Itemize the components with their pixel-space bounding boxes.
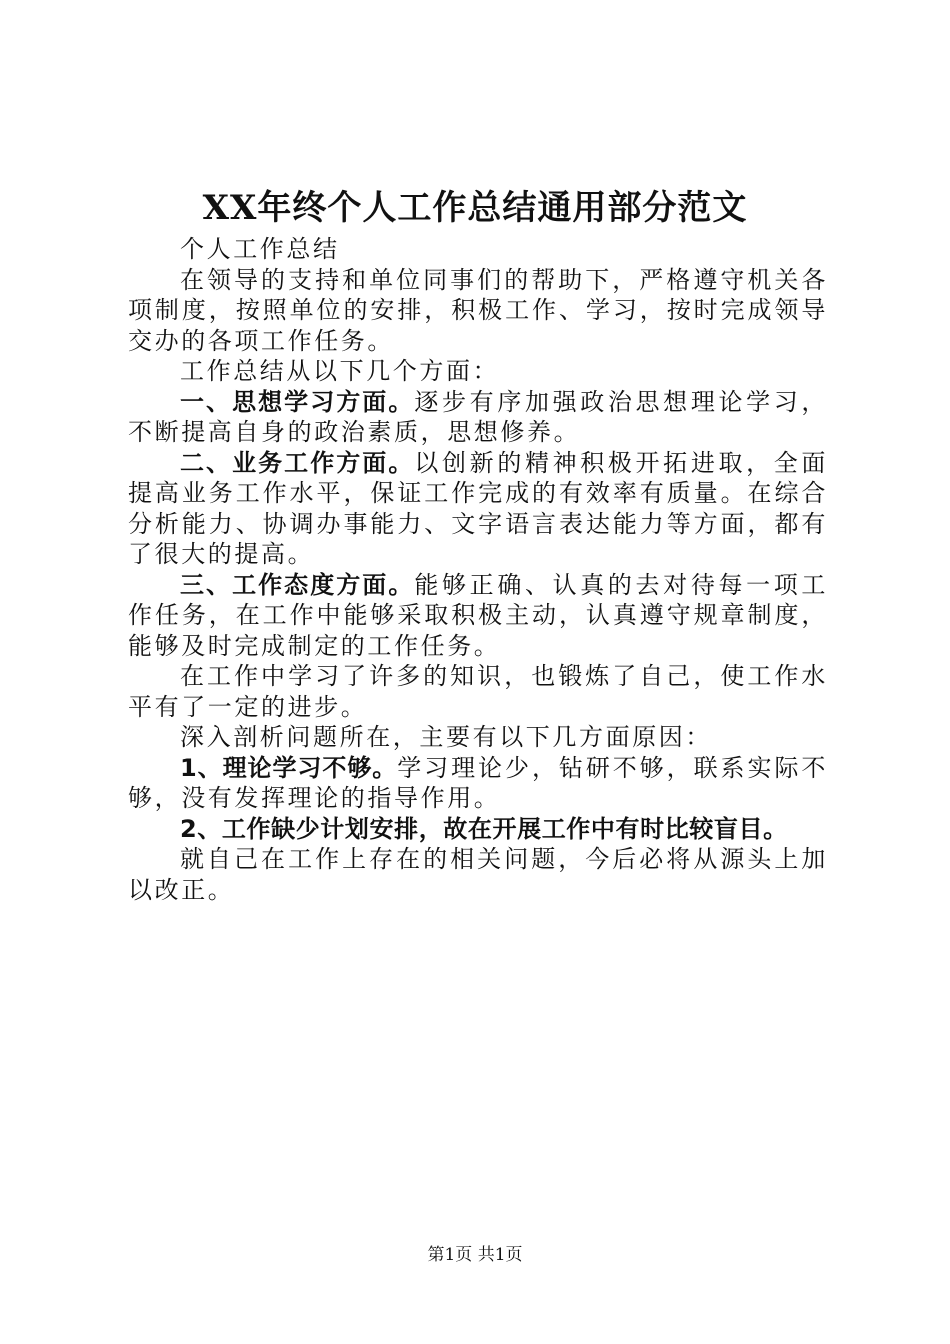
paragraph-text: 以创新的精神积极开拓进取，全面提高业务工作水平，保证工作完成的有效率有质量。在综合分析能力、协调办事能力、文字语言表达能力等方面，都有了很大的提高。 [128, 448, 828, 568]
paragraph-thought-study [128, 387, 828, 448]
section-heading: 2、工作缺少计划安排，故在开展工作中有时比较盲目。 [180, 814, 788, 843]
paragraph-text: 在工作中学习了许多的知识，也锻炼了自己，使工作水平有了一定的进步。 [128, 662, 828, 721]
paragraph-subtitle [128, 234, 828, 265]
paragraph-text: 能够正确、认真的去对待每一项工作任务，在工作中能够采取积极主动，认真遵守规章制度，能够及时完成制定的工作任务。 [128, 570, 828, 660]
document-body [128, 234, 828, 905]
paragraph-text: 学习理论少，钻研不够，联系实际不够，没有发挥理论的指导作用。 [128, 753, 828, 812]
section-heading: 一、思想学习方面。 [180, 387, 415, 416]
section-heading: 1、理论学习不够。 [180, 753, 398, 782]
section-heading: 二、业务工作方面。 [180, 448, 415, 477]
section-heading: 三、工作态度方面。 [180, 570, 415, 599]
paragraph-text: 在领导的支持和单位同事们的帮助下，严格遵守机关各项制度，按照单位的安排，积极工作、学习，按时完成领导交办的各项工作任务。 [128, 265, 828, 355]
paragraph-intro [128, 265, 828, 357]
paragraph-reason-2 [128, 814, 828, 845]
document-title: XX年终个人工作总结通用部分范文 [202, 188, 748, 228]
paragraph-text: 工作总结从以下几个方面： [180, 357, 500, 385]
paragraph-aspects-lead [128, 356, 828, 387]
paragraph-text: 逐步有序加强政治思想理论学习，不断提高自身的政治素质，思想修养。 [128, 387, 828, 446]
paragraph-text: 个人工作总结 [180, 235, 340, 263]
paragraph-work-attitude [128, 570, 828, 662]
paragraph-text: 就自己在工作上存在的相关问题，今后必将从源头上加以改正。 [128, 845, 828, 904]
page-footer: 第1页 共1页 [427, 1245, 523, 1265]
paragraph-progress [128, 661, 828, 722]
paragraph-business-work [128, 448, 828, 570]
paragraph-text: 深入剖析问题所在，主要有以下几方面原因： [180, 723, 712, 751]
paragraph-conclusion [128, 844, 828, 905]
paragraph-analysis-lead [128, 722, 828, 753]
paragraph-reason-1 [128, 753, 828, 814]
